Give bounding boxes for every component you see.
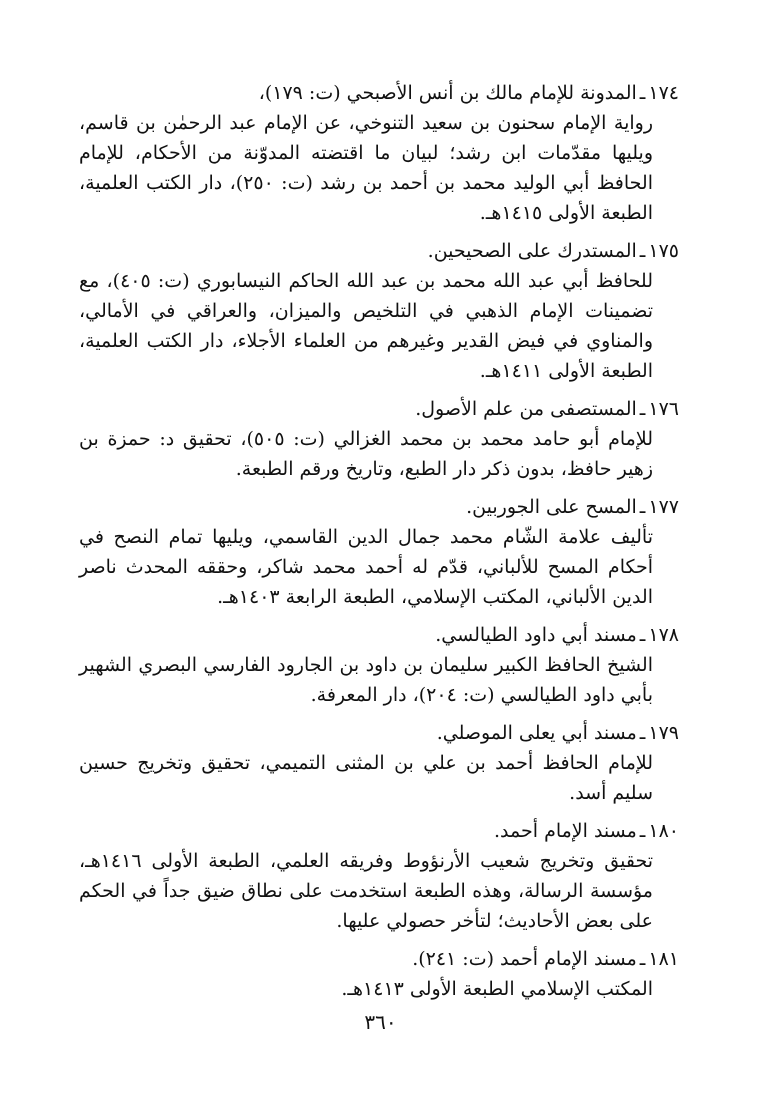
entry-dash: ـ [639,240,646,262]
entry-description: تأليف علامة الشّام محمد جمال الدين القاسمي، ويليها تمام النصح في أحكام المسح للألباني، قدّم له أحمد محمد شاكر، وحققه المحدث ناصر الدين الألباني، المكتب الإسلامي، الطبعة الرابعة ١٤٠٣هـ. [79,526,653,608]
entry-number: ١٨١ [648,948,679,970]
entry-dash: ـ [639,82,646,104]
entry-title: مسند الإمام أحمد. [494,820,637,842]
bibliography-entry-181 [79,944,679,1004]
entry-title: مسند أبي يعلى الموصلي. [436,722,637,744]
entry-dash: ـ [639,820,646,842]
entry-number: ١٧٦ [648,398,679,420]
entry-heading [79,620,679,650]
bibliography-entry-179 [79,718,679,808]
entry-title: المدونة للإمام مالك بن أنس الأصبحي (ت: ١٧٩)، [258,82,637,104]
entry-number: ١٧٧ [648,496,679,518]
entry-title: مسند الإمام أحمد (ت: ٢٤١). [412,948,637,970]
entry-number: ١٧٩ [648,722,679,744]
bibliography-entry-180 [79,816,679,936]
entry-heading [79,492,679,522]
bibliography-entry-178 [79,620,679,710]
bibliography-entry-175 [79,236,679,386]
entry-number: ١٧٥ [648,240,679,262]
entry-title: المستصفى من علم الأصول. [415,398,637,420]
entry-dash: ـ [639,398,646,420]
entry-dash: ـ [639,624,646,646]
entry-dash: ـ [639,948,646,970]
entry-title: مسند أبي داود الطيالسي. [435,624,637,646]
entry-number: ١٨٠ [648,820,679,842]
entry-description: تحقيق وتخريج شعيب الأرنؤوط وفريقه العلمي، الطبعة الأولى ١٤١٦هـ، مؤسسة الرسالة، وهذه الطبعة استخدمت على نطاق ضيق جداً في الحكم على بعض الأحاديث؛ لتأخر حصولي عليها. [79,850,653,932]
bibliography-entry-176 [79,394,679,484]
entry-description: الشيخ الحافظ الكبير سليمان بن داود بن الجارود الفارسي البصري الشهير بأبي داود الطيالسي (ت: ٢٠٤)، دار المعرفة. [79,654,653,706]
page-number: ٣٦٠ [364,1010,397,1034]
bibliography-entry-177 [79,492,679,612]
entry-heading [79,394,679,424]
entry-heading [79,236,679,266]
entry-heading [79,944,679,974]
bibliography-entry-174 [79,78,679,228]
entry-dash: ـ [639,722,646,744]
entry-description: للإمام الحافظ أحمد بن علي بن المثنى التميمي، تحقيق وتخريج حسين سليم أسد. [79,752,653,804]
entry-heading [79,78,679,108]
entry-description: رواية الإمام سحنون بن سعيد التنوخي، عن الإمام عبد الرحمٰن بن قاسم، ويليها مقدّمات ابن رشد؛ لبيان ما اقتضته المدوّنة من الأحكام، للإمام الحافظ أبي الوليد محمد بن أحمد بن رشد (ت: ٢٥٠)، دار الكتب العلمية، الطبعة الأولى ١٤١٥هـ. [79,112,653,224]
entry-heading [79,718,679,748]
entry-description: المكتب الإسلامي الطبعة الأولى ١٤١٣هـ. [341,978,653,1000]
bibliography-list [79,78,679,1012]
entry-number: ١٧٨ [648,624,679,646]
entry-title: المستدرك على الصحيحين. [427,240,637,262]
entry-description: للإمام أبو حامد محمد بن محمد الغزالي (ت: ٥٠٥)، تحقيق د: حمزة بن زهير حافظ، بدون ذكر دار الطبع، وتاريخ ورقم الطبعة. [79,428,653,480]
entry-description: للحافظ أبي عبد الله محمد بن عبد الله الحاكم النيسابوري (ت: ٤٠٥)، مع تضمينات الإمام الذهبي في التلخيص والميزان، والعراقي في الأمالي، والمناوي في فيض القدير وغيرهم من العلماء الأجلاء، دار الكتب العلمية، الطبعة الأولى ١٤١١هـ. [79,270,654,382]
entry-title: المسح على الجوربين. [466,496,637,518]
entry-heading [79,816,679,846]
entry-number: ١٧٤ [648,82,679,104]
entry-dash: ـ [639,496,646,518]
